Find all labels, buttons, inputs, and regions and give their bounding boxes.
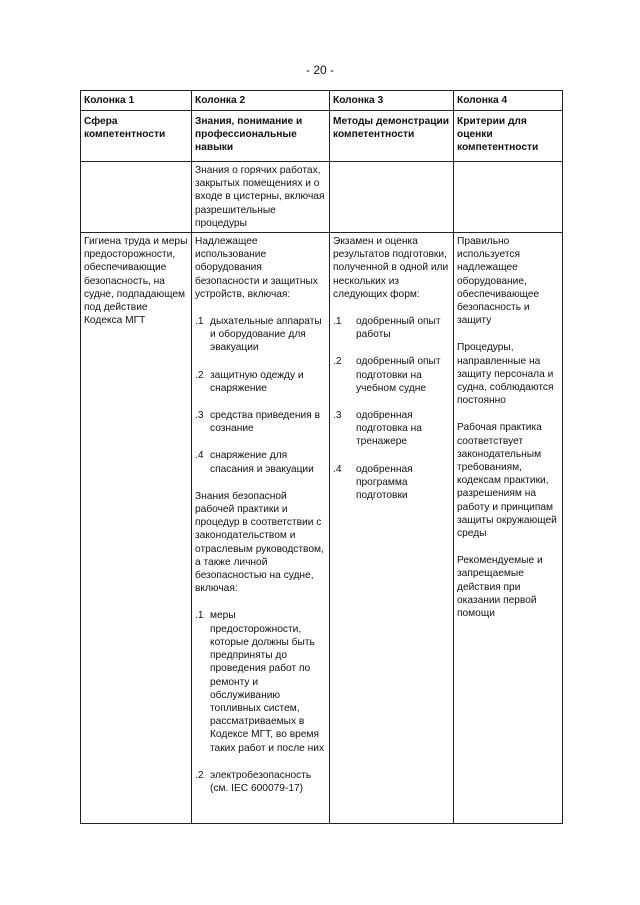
column-header-row (81, 91, 563, 111)
list-item (333, 409, 450, 449)
continued-col4 (454, 162, 563, 233)
criteria-cell (454, 233, 563, 824)
subheader-row (81, 111, 563, 162)
list-item (333, 315, 450, 341)
list-item (195, 769, 326, 795)
continued-row (81, 162, 563, 233)
item-text: электробезопасность (см. IEC 600079-17) (210, 769, 312, 794)
item-text: дыхательные аппараты и оборудование для эвакуации (210, 316, 322, 354)
item-text: одобренный опыт работы (356, 316, 441, 341)
criteria-paragraph: Правильно используется надлежащее оборудование, обеспечивающее безопасность и защиту (457, 236, 540, 327)
list-item (333, 355, 450, 395)
item-number: .1 (333, 316, 342, 328)
item-number: .3 (195, 410, 204, 422)
column-header-2: Колонка 2 (192, 91, 330, 111)
item-text: снаряжение для спасания и эвакуации (210, 450, 314, 475)
item-text: средства приведения в сознание (210, 410, 320, 435)
item-number: .2 (195, 369, 204, 381)
column-header-1: Колонка 1 (81, 91, 192, 111)
item-number: .1 (195, 316, 204, 328)
item-text: одобренный опыт подготовки на учебном судне (356, 356, 441, 394)
continued-col1 (81, 162, 192, 233)
main-row (81, 233, 563, 824)
knowledge-intro-2: Знания безопасной рабочей практики и процедур в соответствии с законодательством и отраслевым руководством, а также личной безопасностью на судне, включая: (195, 490, 324, 595)
list-item (333, 463, 450, 503)
subheader-competence: Сфера компетентности (81, 111, 192, 162)
item-number: .3 (333, 410, 342, 422)
continued-col2: Знания о горячих работах, закрытых помещениях и о входе в цистерны, включая разрешительные процедуры (192, 162, 330, 233)
methods-intro: Экзамен и оценка результатов подготовки, полученной в одной или нескольких из следующих форм: (333, 236, 449, 300)
item-number: .4 (333, 463, 342, 475)
subheader-criteria: Критерии для оценки компетентности (454, 111, 563, 162)
item-text: защитную одежду и снаряжение (210, 369, 304, 394)
knowledge-cell (192, 233, 330, 824)
competence-table (80, 90, 563, 824)
item-text: одобренная подготовка на тренажере (356, 410, 422, 448)
criteria-paragraph: Рабочая практика соответствует законодательным требованиям, кодексам практики, разрешениям на работу и принципам защиты окружающей среды (457, 422, 557, 540)
column-header-4: Колонка 4 (454, 91, 563, 111)
item-number: .2 (333, 356, 342, 368)
list-item (195, 609, 326, 754)
criteria-paragraph: Рекомендуемые и запрещаемые действия при оказании первой помощи (457, 555, 543, 620)
subheader-knowledge: Знания, понимание и профессиональные навыки (192, 111, 330, 162)
subheader-methods: Методы демонстрации компетентности (330, 111, 454, 162)
item-text: меры предосторожности, которые должны быть предприняты до проведения работ по ремонту и обслуживанию топливных систем, рассматриваемых в Кодексе МГТ, во время таких работ и после них (210, 610, 325, 754)
competence-cell: Гигиена труда и меры предосторожности, обеспечивающие безопасность, на судне, подпадающем под действие Кодекса МГТ (81, 233, 192, 824)
item-number: .4 (195, 450, 204, 462)
knowledge-intro: Надлежащее использование оборудования безопасности и защитных устройств, включая: (195, 236, 318, 300)
continued-col3 (330, 162, 454, 233)
criteria-paragraph: Процедуры, направленные на защиту персонала и судна, соблюдаются постоянно (457, 342, 554, 407)
item-number: .1 (195, 610, 204, 622)
list-item (195, 369, 326, 395)
list-item (195, 315, 326, 355)
methods-cell (330, 233, 454, 824)
column-header-3: Колонка 3 (330, 91, 454, 111)
item-text: одобренная программа подготовки (356, 463, 413, 502)
item-number: .2 (195, 769, 204, 781)
list-item (195, 449, 326, 475)
list-item (195, 409, 326, 435)
page-number: - 20 - (305, 63, 334, 77)
